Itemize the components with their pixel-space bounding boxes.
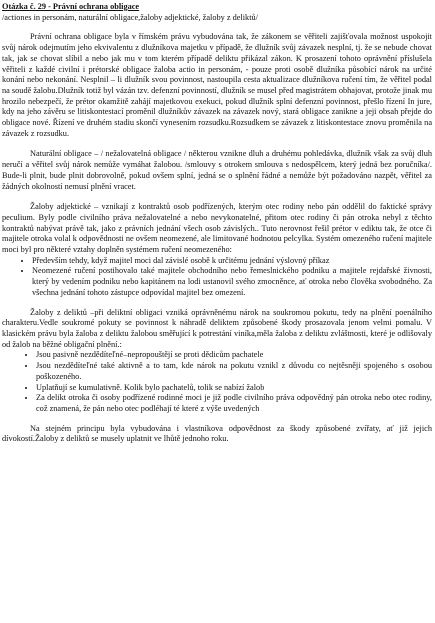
list-item: • Za delikt otroka či osoby podřízené rodinné moci je již podle civilního práva odpovědný pán otroka nebo otec rodiny, což znamená, že pán nebo otec podléhají té které z výše uvedených	[36, 393, 432, 414]
list-item: • Jsou pasivně nezdědíteľné–nepropouštějí se proti dědicům pachatele	[36, 350, 432, 361]
document-heading	[2, 2, 432, 13]
list-zvlastnosti-deliktu	[2, 350, 432, 414]
list-item: • Neomezené ručení postihovalo také majitele obchodního nebo řemeslnického podniku a majitele rejdařské živnosti, který by vedením podniku nebo kapitánem na lodi ustanovil svého zmocněnce, ať otroka nebo člověka svobodného. Za všechna jednání tohoto zástupce odpovídal majitel bez omezení.	[32, 266, 432, 298]
list-item: • Především tehdy, když majitel moci dal závislé osobě k určitému jednání výslovný příkaz	[32, 256, 432, 267]
document-title: Otázka č. 29 - Právní ochrana obligace	[2, 2, 140, 11]
paragraph-naturalni-obligace: Naturální obligace – / nežalovatelná obligace / některou vznikne dluh a druhému pohledávka, dlužník však za svůj dluh neručí a věřitel svůj nárok nemůže vymáhat žalobou. /smlouvy s otrokem smlouva s nedospělcem, který jedná bez poručníka/. Bude-li plnit, bude plnit dobrovolně, pokud ovšem splní, jedná se o splnění řádné a nemůže být požadováno nazpět, věřitel za žádných okolností nemusí plnění vracet.	[2, 149, 432, 191]
paragraph-pravni-ochrana: Právní ochrana obligace byla v římském právu vybudována tak, že zákonem se věřiteli zajišťovala možnost uspokojit svůj nárok odejmutím jeho ekvivalentu z dlužníkova majetku v případě, že dlužník svůj závazek nesplní, tj. že se nebude chovat tak, jak se chovat slíbil a nebo jak mu v tom kterém případě deliktu přikázal zákon. K prosazení tohoto oprávnění příslušela věřiteli z každé civilní i prétorské obligace žaloba actio in personám, - pouze proti osobě dlužníka působící nárok na určité konání nebo nekonání. Nesplnil – li dlužník svou povinnost, nastoupila cesta aktualizace dlužníkova ručení tím, že věřitel podal na soudě žalobu.Dlužník totiž byl vázán tzv. defenzní povinností, dlužník se musel před magistrátem obhajovat, protože jinak mu hrozilo nebezpečí, že prétor okamžitě zahájí majetkovou exekuci, pokud dlužník splní defenzní povinnost, přešlo řízení In jure, kdy na jeho závěru se litiskontestací proměnil dlužníkův závazek na závazek nový, stará obligace zanikne a jeji obsah přejde do obligace nové. Řízení ve druhém stadiu skončí vynesením rozsudku.Rozsudkem se závazek z litiskontestace znovu proměnila na závazek z rozsudku.	[2, 32, 432, 138]
paragraph-odpovednost-zvirata: Na stejném principu byla vybudována i vlastníkova odpovědnost za škody způsobené zvířaty, ať již jejich dívokostí.Žaloby z deliktů se musely uplatnit ve lhůtě jednoho roku.	[2, 423, 432, 444]
list-neomezene-ruceni	[2, 256, 432, 299]
paragraph-zaloby-z-deliktu: Žaloby z deliktů –při deliktní obligaci vzniká oprávněnému nárok na soukromou pokutu, tedy na plnění poenálního charakteru.Vedle soukromé pokuty se povinnost k náhradě deliktem způsobené škody prosazovala jenom velmi pomalu. V klasickém právu byla žaloba z deliktu žalobou směřující k potrestání viníka,měla žaloba z deliktu zvláštnosti, které je odlišovaly od žalob na běžné obligační plnění.:	[2, 307, 432, 349]
document-subtitle: /actiones in personám, naturální obligace,žaloby adjektické, žaloby z deliktů/	[2, 12, 258, 22]
paragraph-zaloby-adjekticke: Žaloby adjektické – vznikají z kontraktů osob podřízených, kterým otec rodiny nebo pán oddělil do faktické správy peculium. Byly podle civilního práva nežalovatelné a nebo nevykonatelné, přitom otec rodiny či pán otroka nebyl z těchto kontraktů nabývat právě tak, jako z právních jednání všech osob závislých.. Tuto nerovnost řešil prétor v ediktu tak, že otce či majitele otroka volal k odpovědnosti ne ovšem neomezené, ale limitované hodnotou pelcylka. Systém omezeného ručení majitele moci byl pro některé vztahy doplněn systémem ručení neomezeného:	[2, 202, 432, 255]
list-item: • Jsou nezdědíteľné také aktivně a to tam, kde nárok na pokutu vznikl z důvodu co nejtěsněji spojeného s osobou poškozeného.	[36, 361, 432, 382]
list-item: • Uplatňují se kumulativně. Kolik bylo pachatelů, tolik se nabízí žalob	[36, 383, 432, 394]
